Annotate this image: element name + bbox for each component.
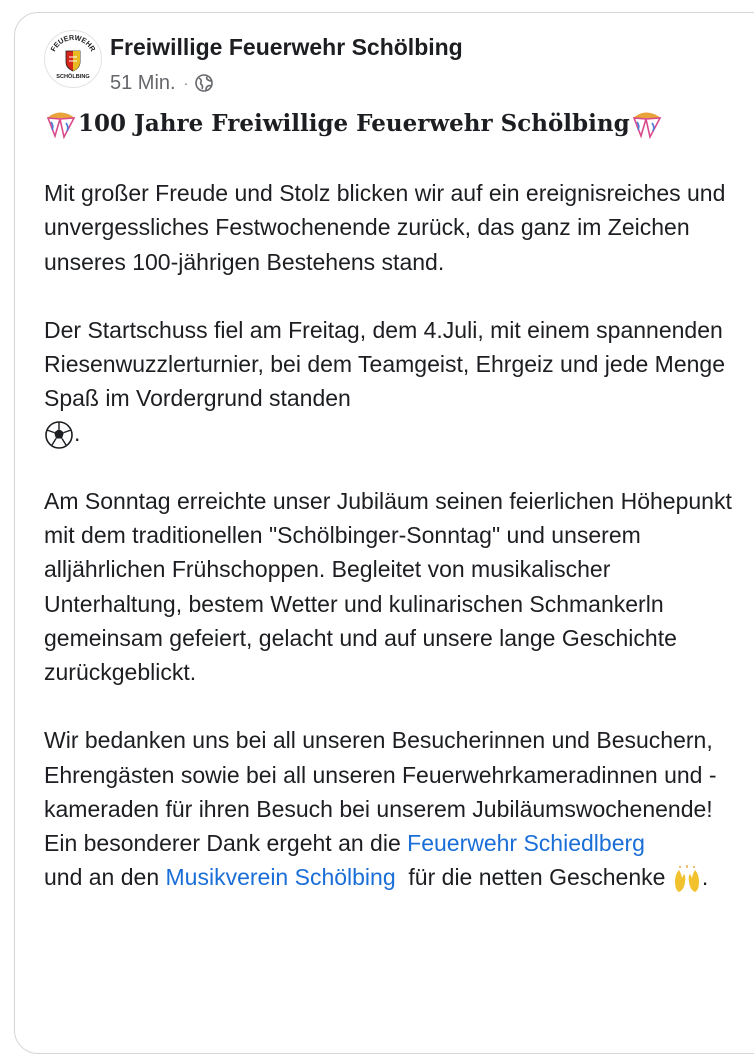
- paragraph-thanks-text-2: und an den: [44, 864, 166, 891]
- raising-hands-icon: [672, 864, 702, 894]
- paragraph-thanks-end: .: [701, 864, 709, 891]
- post-header: [44, 30, 744, 100]
- headline-text: 100 Jahre Freiwillige Feuerwehr Schölbing: [78, 110, 630, 137]
- meta-separator: ·: [183, 75, 189, 91]
- paragraph-intro: Mit großer Freude und Stolz blicken wir auf ein ereignisreiches und unvergessliches Festwochenende zurück, das ganz im Zeichen unseres 100-jährigen Bestehens stand.: [44, 180, 726, 275]
- link-musikverein-schoelbing[interactable]: Musikverein Schölbing: [165, 864, 396, 891]
- page-name-link[interactable]: Freiwillige Feuerwehr Schölbing: [110, 34, 463, 60]
- link-feuerwehr-schiedlberg[interactable]: Feuerwehr Schiedlberg: [407, 830, 645, 856]
- paragraph-thanks-text: Wir bedanken uns bei all unseren Besucherinnen und Besuchern, Ehrengästen sowie bei all unseren Feuerwehrkameradinnen und -kameraden für ihren Besuch bei unserem Jubiläumswochenende! Ein besonderer Dank ergeht an die: [44, 727, 717, 856]
- paragraph-sunday: Am Sonntag erreichte unser Jubiläum seinen feierlichen Höhepunkt mit dem traditionellen "Schölbinger-Sonntag" und unserem alljährlichen Frühschoppen. Begleitet von musikalischer Unterhaltung, bestem Wetter und kulinarischen Schmankerln gemeinsam gefeiert, gelacht und auf unsere lange Geschichte zurückgeblickt.: [44, 487, 732, 685]
- paragraph-friday-end: .: [74, 419, 81, 446]
- soccer-ball-icon: [44, 420, 74, 450]
- paragraph-gap: [44, 142, 744, 176]
- post-meta: [110, 70, 214, 96]
- confetti-ball-icon: [44, 109, 78, 139]
- fire-department-crest-icon: [45, 31, 101, 87]
- svg-text:FEUERWEHR: FEUERWEHR: [48, 32, 98, 54]
- confetti-ball-icon: [630, 109, 664, 139]
- logo-bottom-text: SCHÖLBING: [56, 74, 90, 80]
- globe-icon[interactable]: [194, 73, 214, 93]
- paragraph-thanks: [44, 723, 744, 894]
- post-timestamp[interactable]: 51 Min.: [110, 71, 176, 94]
- paragraph-gap: [44, 279, 744, 313]
- paragraph-friday: [44, 313, 744, 450]
- paragraph-gap: [44, 689, 744, 723]
- paragraph-friday-text: Der Startschuss fiel am Freitag, dem 4.Juli, mit einem spannenden Riesenwuzzlerturnier, bei dem Teamgeist, Ehrgeiz und jede Menge Spaß im Vordergrund standen: [44, 316, 726, 412]
- paragraph-gap: [44, 450, 744, 484]
- post-body: [44, 106, 744, 894]
- post-headline: [44, 106, 744, 142]
- paragraph-thanks-text-3: für die netten Geschenke: [395, 864, 672, 891]
- page-avatar[interactable]: [44, 30, 102, 88]
